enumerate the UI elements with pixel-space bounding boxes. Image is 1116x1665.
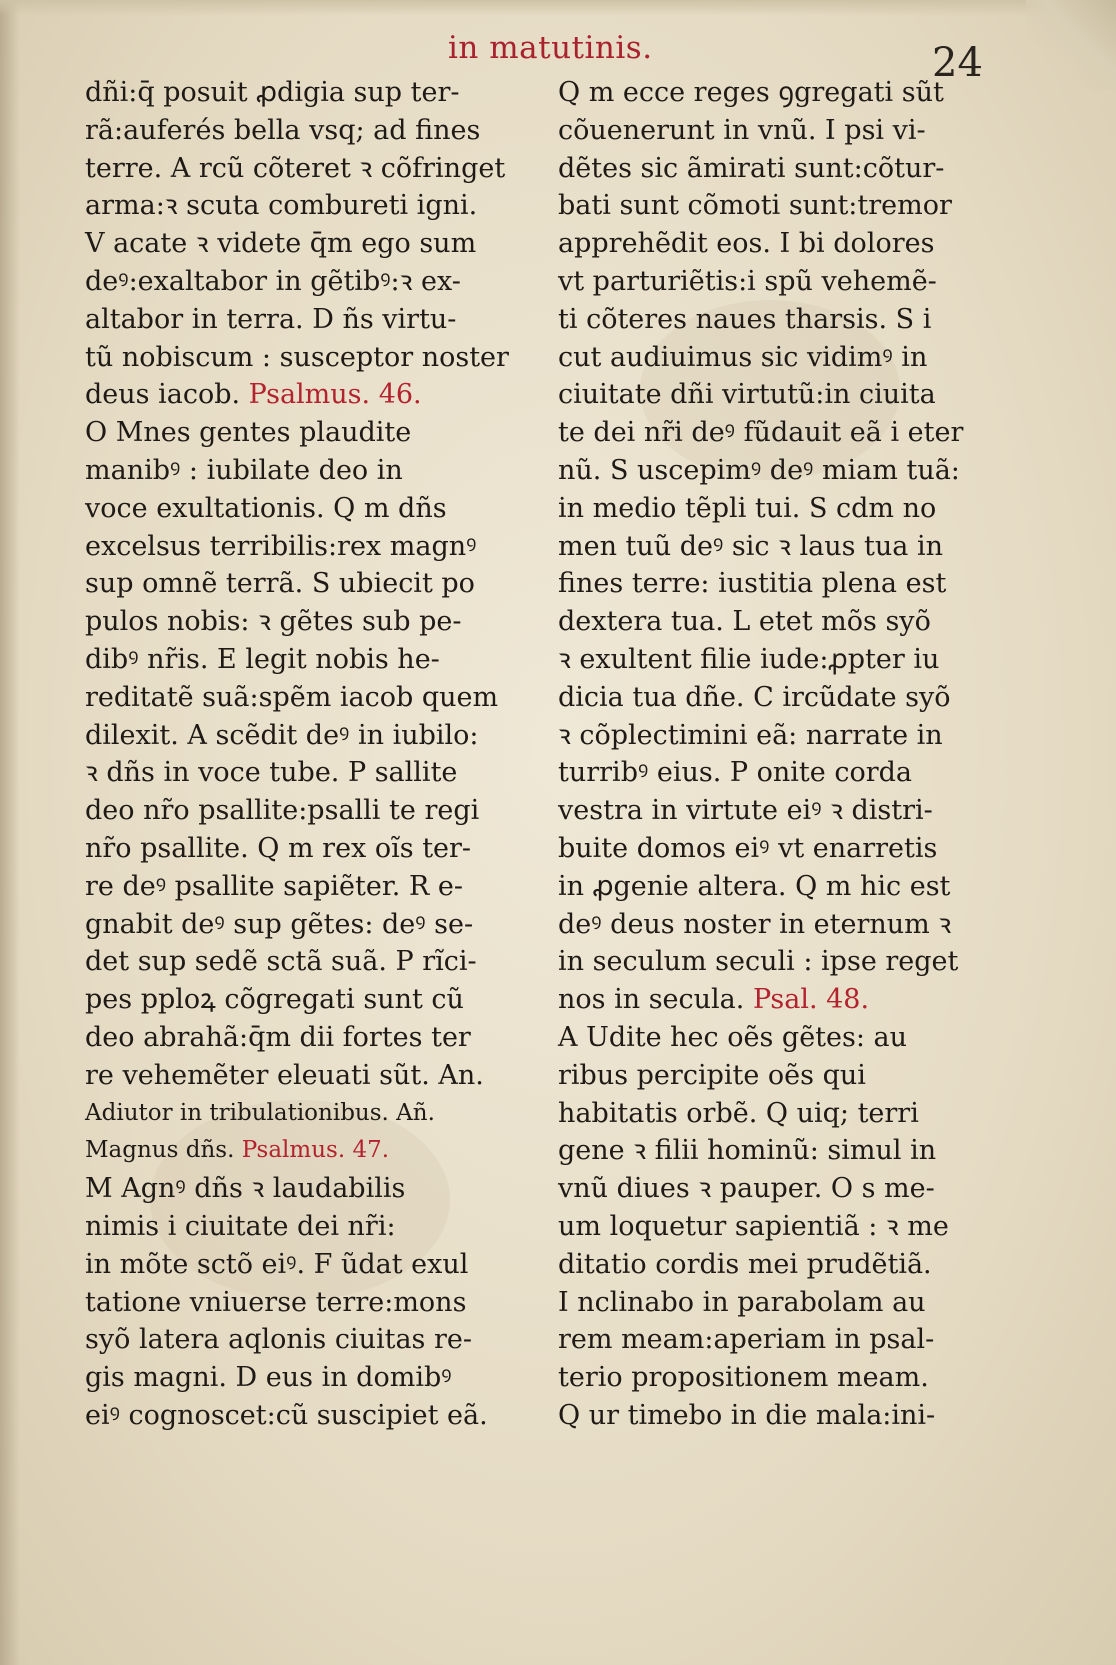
text-line: I nclinabo in parabolam au (558, 1286, 926, 1318)
text-line: dibꝰ nr̃is. E legit nobis he- (85, 643, 440, 675)
text-line: Q ur timebo in die mala:ini- (558, 1399, 936, 1431)
text-line: bati sunt cõmoti sunt:tremor (558, 190, 952, 222)
text-line: deꝰ deus noster in eternum ꝛ (558, 908, 952, 940)
text-line: habitatis orbẽ. Q uiq; terri (558, 1097, 919, 1129)
text-line: ꝛ dñs in voce tube. P sallite (85, 757, 458, 789)
text-line: manibꝰ : iubilate deo in (85, 454, 403, 486)
text-line: gis magni. D eus in domibꝰ (85, 1362, 452, 1394)
text-line: ꝛ exultent filie iude:ꝓpter iu (558, 643, 940, 675)
text-line: cut audiuimus sic vidimꝰ in (558, 341, 928, 373)
text-line: Magnus dñs. Psalmus. 47. (85, 1137, 390, 1164)
text-line: eiꝰ cognoscet:cũ suscipiet eã. (85, 1399, 488, 1431)
text-line: A Udite hec oẽs gẽtes: au (558, 1021, 908, 1053)
text-line: nũ. S uscepimꝰ deꝰ miam tuã: (558, 454, 960, 486)
text-line: tatione vniuerse terre:mons (85, 1286, 467, 1318)
text-line: deꝰ:exaltabor in gẽtibꝰ:ꝛ ex- (85, 265, 461, 297)
text-line: det sup sedẽ sctã suã. P rĩci- (85, 946, 477, 978)
text-line: voce exultationis. Q m dñs (85, 492, 447, 524)
text-line: dicia tua dñe. C ircũdate syõ (558, 681, 951, 713)
text-line: reditatẽ suã:spẽm iacob quem (85, 681, 499, 713)
text-line: arma:ꝛ scuta combureti igni. (85, 190, 478, 222)
text-line: in seculum seculi : ipse reget (558, 946, 959, 978)
text-line: deo nr̃o psallite:psalli te regi (85, 795, 480, 827)
text-line: ti cõteres naues tharsis. S i (558, 303, 932, 335)
text-line: syõ latera aqlonis ciuitas re- (85, 1324, 473, 1356)
text-line: dilexit. A scẽdit deꝰ in iubilo: (85, 719, 479, 751)
text-line: gene ꝛ filii hominũ: simul in (558, 1135, 937, 1167)
text-line: terre. A rcũ cõteret ꝛ cõfringet (85, 152, 506, 184)
text-line: um loquetur sapientiã : ꝛ me (558, 1210, 949, 1242)
text-line: M Agnꝰ dñs ꝛ laudabilis (85, 1173, 406, 1205)
text-line: vestra in virtute eiꝰ ꝛ distri- (558, 795, 933, 827)
text-line: ditatio cordis mei prudẽtiã. (558, 1248, 932, 1280)
text-line: buite domos eiꝰ vt enarretis (558, 832, 938, 864)
left-column (85, 74, 530, 1435)
text-line: tũ nobiscum : susceptor noster (85, 341, 509, 373)
text-line: Adiutor in tribulationibus. Añ. (85, 1099, 435, 1126)
text-line: ꝛ cõplectimini eã: narrate in (558, 719, 943, 751)
text-line: O Mnes gentes plaudite (85, 417, 412, 449)
text-line: ribus percipite oẽs qui (558, 1059, 866, 1091)
folio-number: 24 (932, 40, 983, 86)
text-line: re vehemẽter eleuati sũt. An. (85, 1059, 484, 1091)
text-line: Q m ecce reges ꝯgregati sũt (558, 77, 944, 108)
text-line: cõuenerunt in vnũ. I psi vi- (558, 114, 926, 146)
text-line: excelsus terribilis:rex magnꝰ (85, 530, 477, 562)
text-line: in medio tẽpli tui. S cdm no (558, 492, 937, 524)
text-line: men tuũ deꝰ sic ꝛ laus tua in (558, 530, 944, 562)
text-line: nr̃o psallite. Q m rex oĩs ter- (85, 832, 472, 864)
text-line: pulos nobis: ꝛ gẽtes sub pe- (85, 606, 462, 638)
text-line: te dei nr̃i deꝰ fũdauit eã i eter (558, 417, 964, 449)
text-line: fines terre: iustitia plena est (558, 568, 947, 600)
page-top-edge (0, 0, 1116, 16)
text-line: V acate ꝛ videte q̄m ego sum (85, 228, 477, 260)
text-line: deus iacob. Psalmus. 46. (85, 379, 422, 411)
text-line: sup omnẽ terrã. S ubiecit po (85, 568, 475, 600)
text-line: nos in secula. Psal. 48. (558, 984, 870, 1016)
page-corner-wear (1026, 0, 1116, 90)
text-line: vt parturiẽtis:i spũ vehemẽ- (558, 265, 937, 297)
text-line: gnabit deꝰ sup gẽtes: deꝰ se- (85, 908, 474, 940)
text-line: vnũ diues ꝛ pauper. O s me- (558, 1173, 935, 1205)
text-line: apprehẽdit eos. I bi dolores (558, 228, 935, 260)
text-line: dñi:q̄ posuit ꝓdigia sup ter- (85, 77, 460, 108)
text-line: terio propositionem meam. (558, 1362, 929, 1394)
text-line: deo abrahã:q̄m dii fortes ter (85, 1021, 471, 1053)
page-gutter-shadow (0, 0, 20, 1665)
text-line: nimis i ciuitate dei nr̃i: (85, 1210, 396, 1242)
text-line: in ꝓgenie altera. Q m hic est (558, 870, 951, 902)
text-line: rã:auferés bella vsq; ad fines (85, 114, 481, 146)
text-line: dextera tua. L etet mõs syõ (558, 606, 931, 638)
text-line: re deꝰ psallite sapiẽter. R e- (85, 870, 463, 902)
text-line: rem meam:aperiam in psal- (558, 1324, 935, 1356)
text-line: turribꝰ eius. P onite corda (558, 757, 912, 789)
text-line: in mõte sctõ eiꝰ. F ũdat exul (85, 1248, 469, 1280)
text-line: ciuitate dñi virtutũ:in ciuita (558, 379, 936, 411)
text-line: altabor in terra. D ñs virtu- (85, 303, 457, 335)
running-header: in matutinis. (448, 30, 653, 66)
right-column (558, 74, 1003, 1435)
text-line: dẽtes sic ãmirati sunt:cõtur- (558, 152, 945, 184)
text-line: pes pploꝝ cõgregati sunt cũ (85, 984, 464, 1016)
